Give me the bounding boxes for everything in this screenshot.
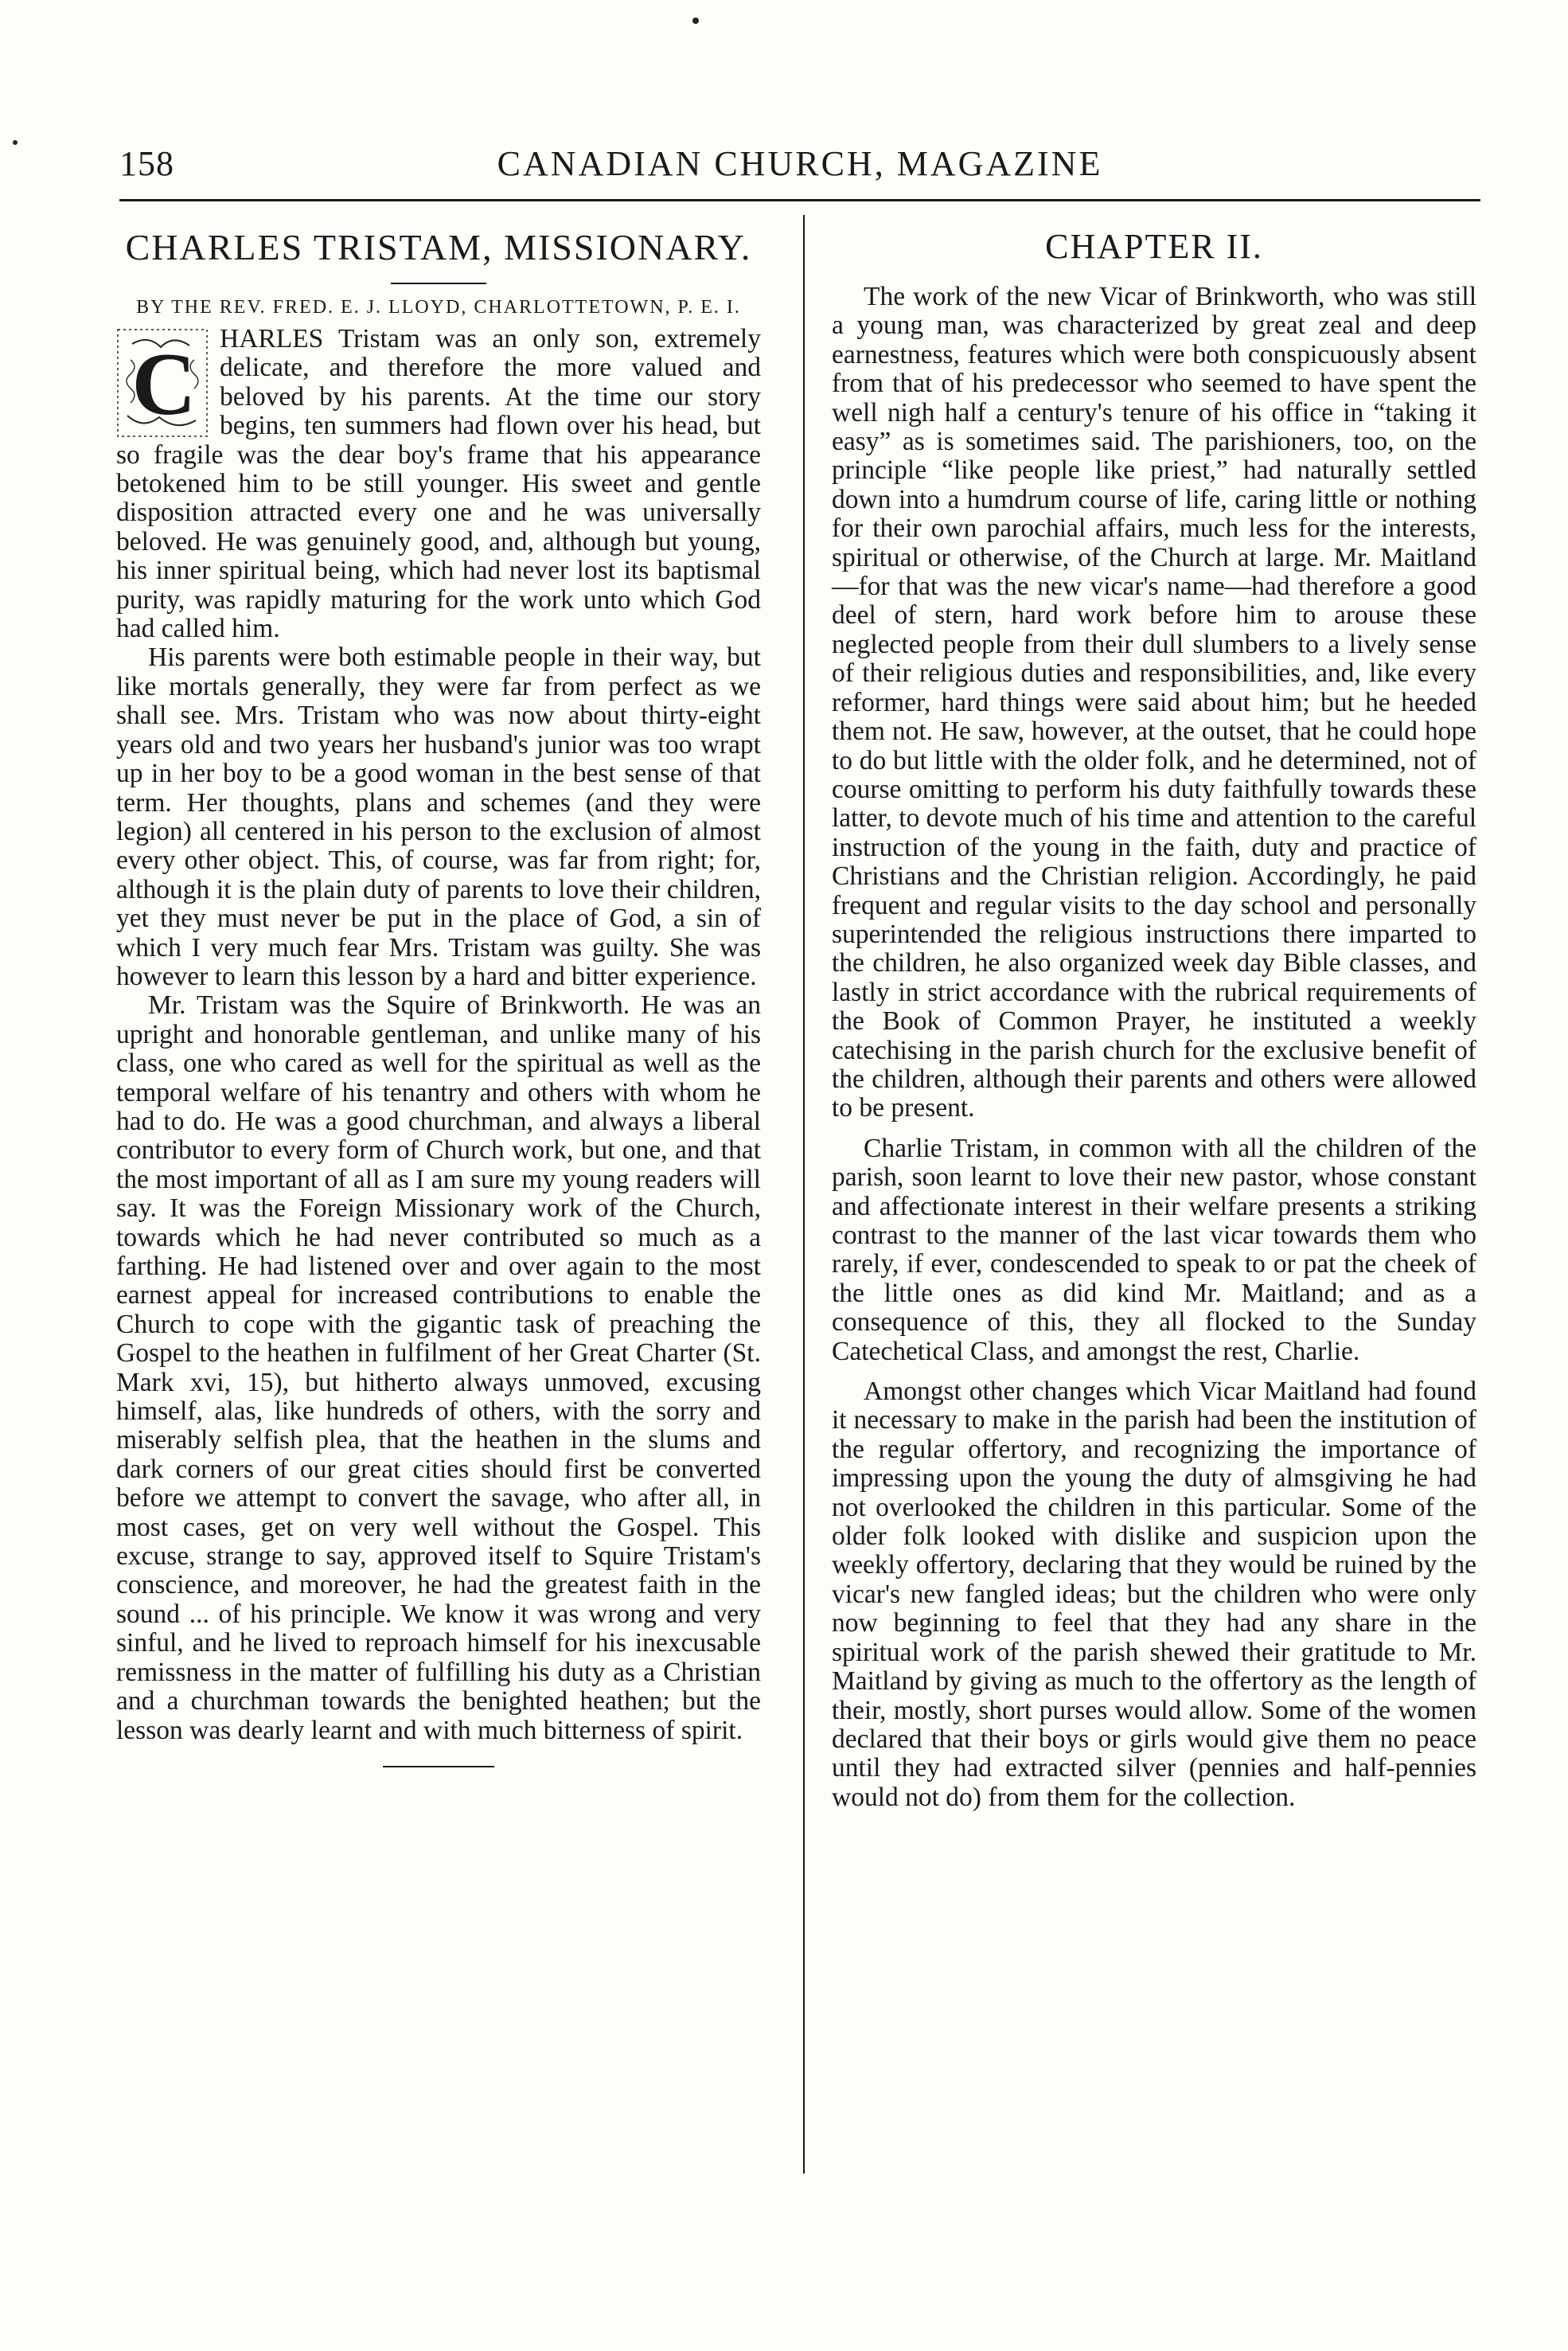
article-title: CHARLES TRISTAM, MISSIONARY. <box>125 227 752 268</box>
column-divider <box>803 215 805 2173</box>
drop-cap-letter: C <box>131 335 197 434</box>
paragraph-offertory: Amongst other changes which Vicar Maitland had found it necessary to make in the parish had been the institution of the regular offertory, and recognizing the importance of impressing upon the young the duty of almsgiving he had not overlooked the children in this particular. Some of the older folk looked with dislike and suspicion upon the weekly offertory, declaring that they would be ruined by the vicar's new fangled ideas; but the children who were only now beginning to feel that they had any share in the spiritual work of the parish shewed their gratitude to Mr. Maitland by giving as much to the offertory as the length of their, mostly, short purses would allow. Some of the women declared that their boys or girls would give them no peace until they had extracted silver (pennies and half-pennies would not do) from them for the collection. <box>832 1377 1476 1812</box>
ornament-icon <box>116 328 209 438</box>
running-head <box>119 143 1480 191</box>
drop-cap <box>116 328 209 438</box>
page-number: 158 <box>119 144 174 183</box>
paragraph-squire: Mr. Tristam was the Squire of Brinkworth. He was an upright and honorable gentleman, and unlike many of his class, one who cared as well for the spiritual as well as the temporal welfare of his tenantry and others with whom he had to do. He was a good churchman, and always a liberal contributor to every form of Church work, but one, and that the most important of all as I am sure my young readers will say. It was the Foreign Missionary work of the Church, towards which he had never contributed so much as a farthing. He had listened over and over again to the most earnest appeal for increased contributions to enable the Church to cope with the gigantic task of preaching the Gospel to the heathen in fulfilment of her Great Charter (St. Mark xvi, 15), but hitherto always unmoved, excusing himself, alas, like hundreds of others, with the sorry and miserably selfish plea, that the heathen in the slums and dark corners of our great cities should first be converted before we attempt to convert the savage, who after all, in most cases, get on very well without the Gospel. This excuse, strange to say, approved itself to Squire Tristam's conscience, and moreover, he had the greatest faith in the sound ... of his principle. We know it was wrong and very sinful, and he lived to reproach himself for his inexcusable remissness in the matter of fulfilling his duty as a Christian and a churchman towards the benighted heathen; but the lesson was dearly learnt and with much bitterness of spirit. <box>116 990 761 1745</box>
paragraph-charlie: Charlie Tristam, in common with all the children of the parish, soon learnt to love their new pastor, whose constant and affectionate interest in their welfare presents a striking contrast to the manner of the last vicar towards them who rarely, if ever, condescended to speak to or pat the cheek of the little ones as did kind Mr. Maitland; and as a consequence of this, they all flocked to the Sunday Catechetical Class, and amongst the rest, Charlie. <box>832 1133 1476 1366</box>
header-rule <box>119 199 1480 201</box>
section-end-rule <box>383 1766 494 1767</box>
print-speck <box>13 140 18 145</box>
print-speck <box>692 18 699 24</box>
byline: BY THE REV. FRED. E. J. LLOYD, CHARLOTTETOWN, P. E. I. <box>136 297 741 318</box>
right-column <box>832 215 1476 1812</box>
paragraph-vicar: The work of the new Vicar of Brinkworth, who was still a young man, was characterized by great zeal and deep earnestness, features which were both conspicuously absent from that of his predecessor who seemed to have spent the well nigh half a century's tenure of his office in “taking it easy” as is sometimes said. The parishioners, too, on the principle “like people like priest,” had naturally settled down into a humdrum course of life, caring little or nothing for their own parochial affairs, much less for the interests, spiritual or otherwise, of the Church at large. Mr. Maitland—for that was the new vicar's name—had therefore a good deel of stern, hard work before him to arouse these neglected people from their dull slumbers to a lively sense of their religious duties and responsibilities, and, like every reformer, hard things were said about him; but he heeded them not. He saw, however, at the outset, that he could hope to do but little with the older folk, and he determined, not of course omitting to perform his duty faithfully towards these latter, to devote much of his time and attention to the careful instruction of the young in the faith, duty and practice of Christians and the Christian religion. Accordingly, he paid frequent and regular visits to the day school and personally superintended the religious instructions there imparted to the children, he also organized week day Bible classes, and lastly in strict accordance with the rubrical requirements of the Book of Common Prayer, he instituted a weekly catechising in the parish church for the exclusive benefit of the children, although their parents and others were allowed to be present. <box>832 282 1476 1123</box>
chapter-heading: CHAPTER II. <box>1045 227 1263 266</box>
title-rule <box>391 283 486 284</box>
magazine-title: CANADIAN CHURCH, MAGAZINE <box>497 144 1103 183</box>
paragraph-parents: His parents were both estimable people in their way, but like mortals generally, they were far from perfect as we shall see. Mrs. Tristam who was now about thirty-eight years old and two years her husband's junior was too wrapt up in her boy to be a good woman in the best sense of that term. Her thoughts, plans and schemes (and they were legion) all centered in his person to the exclusion of almost every other object. This, of course, was far from right; for, although it is the plain duty of parents to love their children, yet they must never be put in the place of God, a sin of which I very much fear Mrs. Tristam was guilty. She was however to learn this lesson by a hard and bitter experience. <box>116 642 761 991</box>
left-column <box>116 215 761 1767</box>
opening-paragraph <box>116 325 761 643</box>
opening-text: HARLES Tristam was an only son, extremely delicate, and therefore the more valued and beloved by his parents. At the time our story begins, ten summers had flown over his head, but so fragile was the dear boy's frame that his appearance betokened him to be still younger. His sweet and gentle disposition attracted every one and he was universally beloved. He was genuinely good, and, although but young, his inner spiritual being, which had never lost its baptismal purity, was rapidly maturing for the work unto which God had called him. <box>116 324 761 644</box>
